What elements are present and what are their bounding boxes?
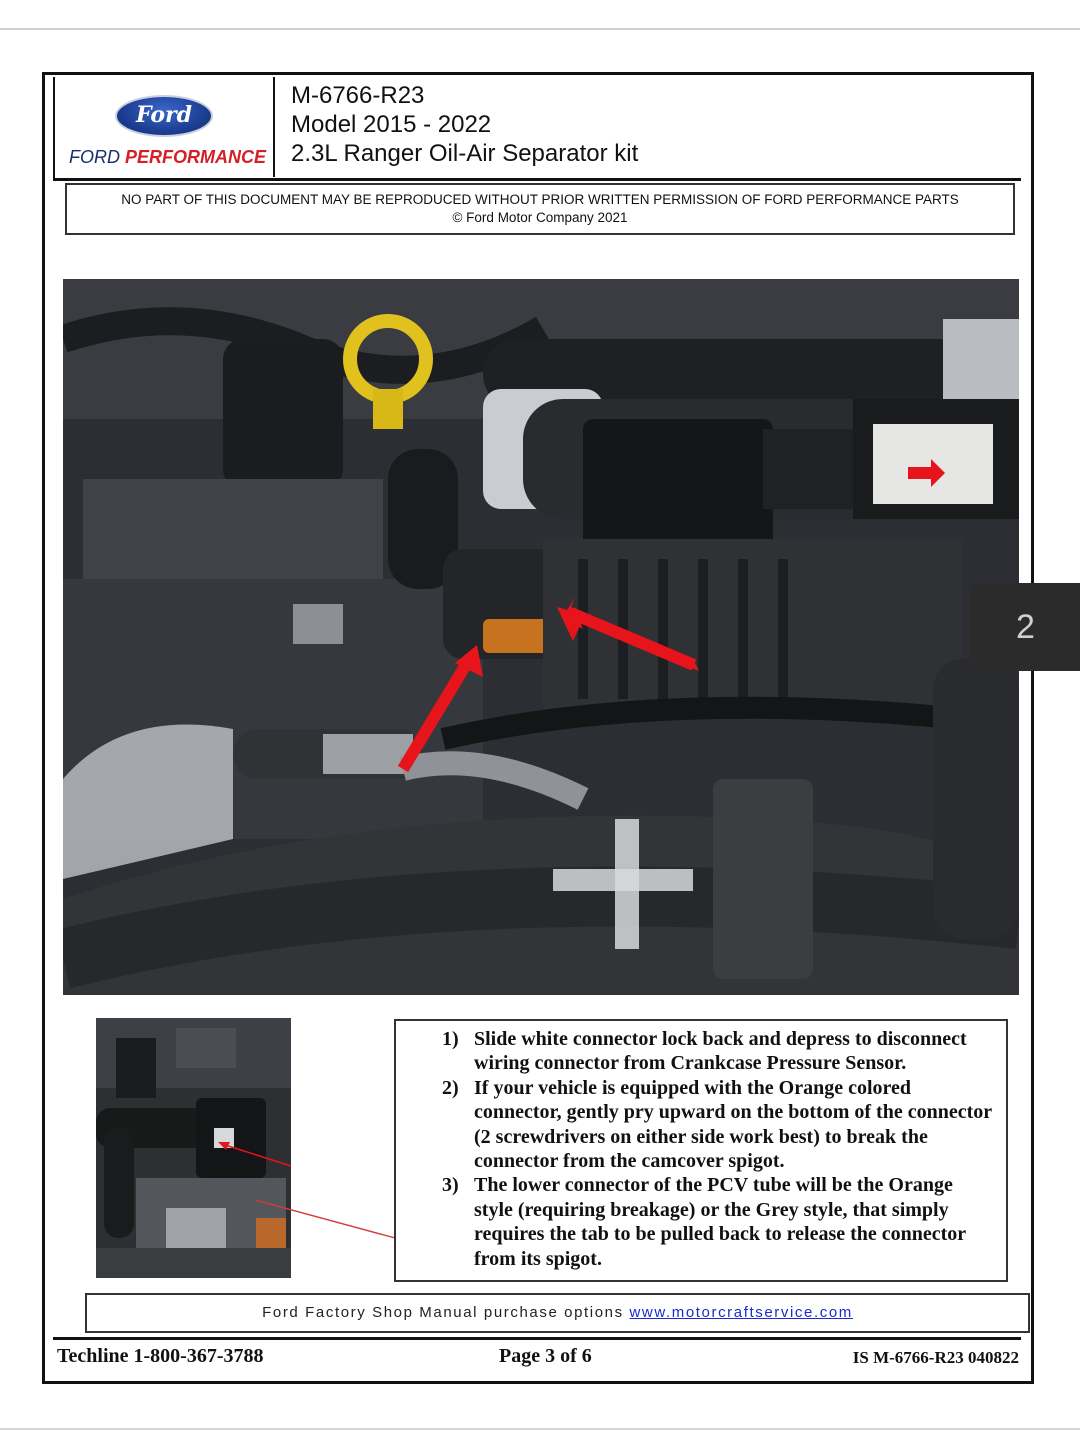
model-years: Model 2015 - 2022 [291, 111, 492, 138]
instruction-step [442, 1027, 996, 1076]
document-header [53, 77, 1021, 181]
kit-name: 2.3L Ranger Oil-Air Separator kit [291, 140, 639, 167]
ford-oval-logo [115, 95, 213, 137]
step-text: If your vehicle is equipped with the Orange colored connector, gently pry upward on the bottom of the connector (2 screwdrivers on either side work best) to break the connector from the camcover spigot. [474, 1076, 992, 1173]
notice-line-1: NO PART OF THIS DOCUMENT MAY BE REPRODUCED WITHOUT PRIOR WRITTEN PERMISSION OF FORD PERFORMANCE PARTS [121, 192, 959, 207]
bottom-divider [0, 1428, 1080, 1430]
shop-manual-box [85, 1293, 1030, 1333]
document-page [42, 72, 1034, 1384]
document-id: IS M-6766-R23 040822 [852, 1348, 1019, 1367]
notice-line-2: © Ford Motor Company 2021 [452, 210, 628, 225]
page-counter: Page 3 of 6 [499, 1345, 592, 1367]
title-block [291, 81, 638, 168]
step-number: 2) [442, 1076, 459, 1099]
instructions-box [394, 1019, 1008, 1282]
copyright-notice [65, 183, 1015, 235]
instruction-list [442, 1027, 996, 1271]
motorcraft-link[interactable]: www.motorcraftservice.com [629, 1304, 853, 1321]
ford-logo-word: Ford [135, 102, 193, 128]
logo-cell [55, 77, 275, 177]
brand-right: PERFORMANCE [125, 147, 267, 167]
shop-manual-text: Ford Factory Shop Manual purchase options [262, 1304, 630, 1321]
instruction-step [442, 1173, 996, 1271]
step-text: The lower connector of the PCV tube will be the Orange style (requiring breakage) or the Grey style, that simply requires the tab to be pulled back to release the connector from its spigot. [474, 1174, 966, 1270]
footer-rule [53, 1337, 1021, 1340]
techline-number: Techline 1-800-367-3788 [57, 1345, 264, 1367]
engine-bay-photo [63, 279, 1019, 995]
engine-photo-illustration [63, 279, 1019, 995]
step-number: 3) [442, 1174, 459, 1197]
page-indicator-tab[interactable]: 2 [971, 583, 1080, 671]
step-number: 1) [442, 1028, 459, 1050]
callout-pointer-line [255, 1200, 395, 1240]
instruction-step [442, 1076, 996, 1174]
part-number: M-6766-R23 [291, 82, 425, 109]
page-footer [55, 1343, 1021, 1373]
brand-left: FORD [69, 147, 120, 167]
ford-performance-wordmark [69, 147, 266, 168]
top-divider [0, 28, 1080, 30]
step-text: Slide white connector lock back and depress to disconnect wiring connector from Crankcase Pressure Sensor. [474, 1028, 967, 1075]
